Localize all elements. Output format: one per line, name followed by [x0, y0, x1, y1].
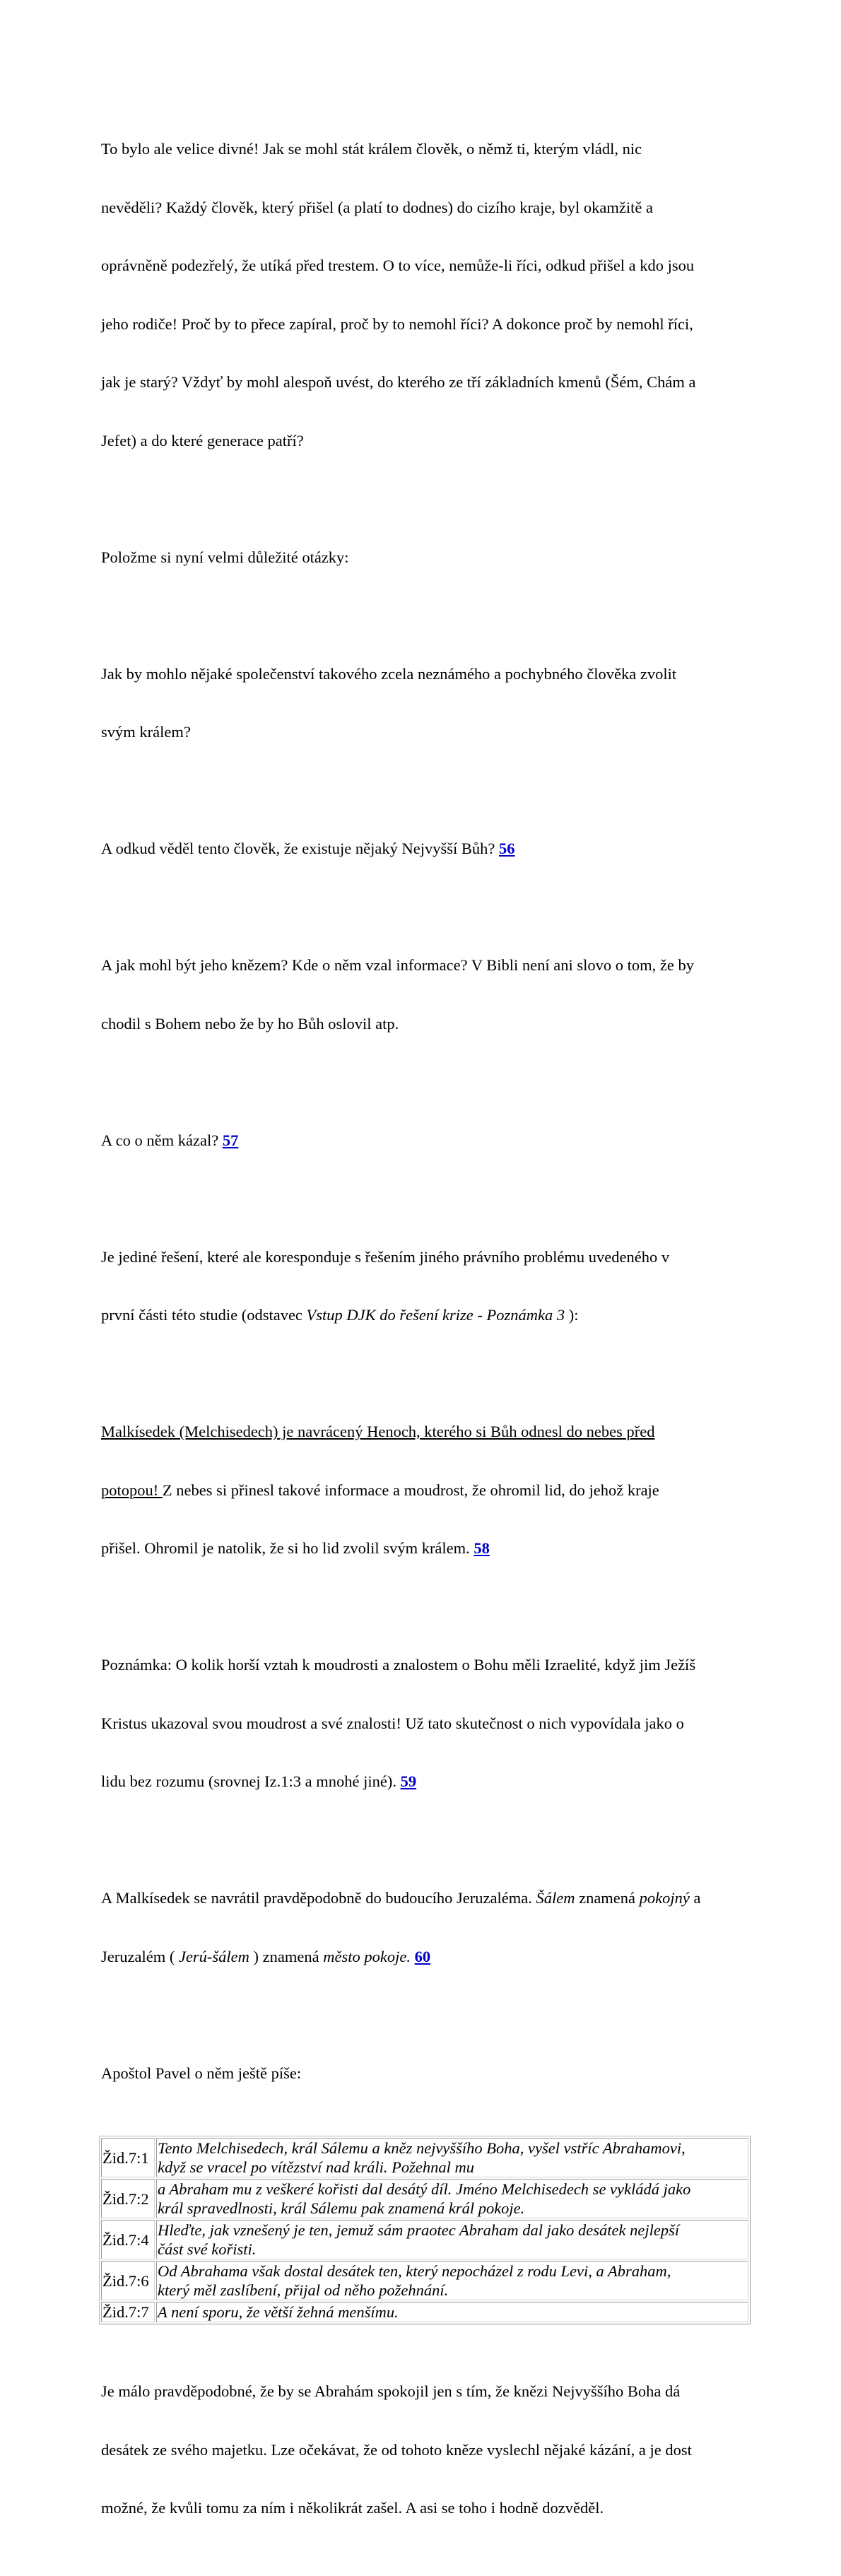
text-segment: Jeruzalém (: [101, 1947, 179, 1965]
text-line: Je málo pravděpodobné, že by se Abrahám spokojil jen s tím, že knězi Nejvyššího Boha dá: [101, 2382, 681, 2400]
text-segment: ) znamená: [249, 1947, 324, 1965]
text-line: [101, 1131, 751, 1151]
text-segment: první části této studie (odstavec: [101, 1306, 307, 1324]
paragraph-pavel-intro: [101, 2025, 751, 2122]
paragraph-question-4: [101, 1092, 751, 1189]
underlined-statement: potopou!: [101, 1481, 163, 1499]
text-line: jak je starý? Vždyť by mohl alespoň uvést, do kterého ze tří základních kmenů (Šém, Chám a: [101, 373, 696, 391]
text-segment: A Malkísedek se navrátil pravděpodobně do budoucího Jeruzaléma.: [101, 1889, 536, 1907]
text-line: Je jediné řešení, které ale koresponduje s řešením jiného právního problému uvedeného v: [101, 1247, 670, 1266]
verse-text: [156, 2302, 748, 2322]
term-mesto-pokoje: město pokoje.: [323, 1947, 411, 1965]
text-line: chodil s Bohem nebo že by ho Bůh oslovil atp.: [101, 1014, 399, 1033]
text-segment: Z nebes si přinesl takové informace a moudrost, že ohromil lid, do jehož kraje: [162, 1481, 659, 1499]
verse-line: když se vracel po vítězství nad králi. Požehnal mu: [158, 2158, 475, 2176]
verse-line: část své kořisti.: [158, 2240, 257, 2258]
verse-reference: Žid.7:6: [101, 2261, 155, 2300]
section-reference: Vstup DJK do řešení krize - Poznámka 3: [306, 1306, 565, 1324]
footnote-link-59[interactable]: 59: [400, 1772, 417, 1790]
text-line: [101, 1422, 751, 1442]
text-segment: přišel. Ohromil je natolik, že si ho lid zvolil svým králem.: [101, 1539, 474, 1557]
text-line: oprávněně podezřelý, že utíká před trestem. O to více, nemůže-li říci, odkud přišel a kdo jsou: [101, 257, 695, 274]
paragraph-questions-intro: [101, 509, 751, 606]
underlined-statement: Malkísedek (Melchisedech) je navrácený Henoch, kterého si Bůh odnesl do nebes před: [101, 1423, 655, 1440]
footnote-link-60[interactable]: 60: [414, 1947, 431, 1965]
verse-text: [156, 2261, 748, 2300]
term-jeru-salem: Jerú-šálem: [178, 1947, 249, 1965]
text-line: jeho rodiče! Proč by to přece zapíral, proč by to nemohl říci? A dokonce proč by nemohl říci,: [101, 314, 693, 333]
verse-line: který měl zaslíbení, přijal od něho požehnání.: [158, 2281, 449, 2299]
table-row: [101, 2302, 748, 2322]
text-line: desátek ze svého majetku. Lze očekávat, že od tohoto kněze vyslechl nějaké kázání, a je dost: [101, 2440, 692, 2459]
text-line: Kristus ukazoval svou moudrost a své znalosti! Už tato skutečnost o nich vypovídala jako o: [101, 1714, 684, 1732]
text-segment: a: [689, 1889, 701, 1907]
verse-reference: Žid.7:7: [101, 2302, 155, 2322]
text-line: [101, 1539, 751, 1558]
footnote-link-57[interactable]: 57: [222, 1131, 239, 1149]
verse-text: [156, 2138, 748, 2177]
verse-line: Hleďte, jak vznešený je ten, jemuž sám praotec Abraham dal jako desátek nejlepší: [158, 2221, 680, 2239]
verse-reference: Žid.7:1: [101, 2138, 155, 2177]
text-line: [101, 1888, 751, 1908]
verse-line: Od Abrahama však dostal desátek ten, který nepocházel z rodu Levi, a Abraham,: [158, 2262, 671, 2280]
footnote-link-58[interactable]: 58: [474, 1539, 490, 1557]
text-line: To bylo ale velice divné! Jak se mohl stát králem člověk, o němž ti, kterým vládl, nic: [101, 140, 642, 158]
verse-text: [156, 2220, 748, 2259]
text-line: Položme si nyní velmi důležité otázky:: [101, 548, 349, 566]
text-line: Jak by mohlo nějaké společenství takového zcela neznámého a pochybného člověka zvolit: [101, 664, 677, 683]
paragraph-conclusion: [101, 2343, 751, 2557]
paragraph-question-1: [101, 625, 751, 781]
verse-reference: Žid.7:4: [101, 2220, 155, 2259]
verse-line: král spravedlnosti, král Sálemu pak znamená král pokoje.: [158, 2199, 525, 2217]
term-salem: Šálem: [536, 1889, 575, 1907]
verse-reference: Žid.7:2: [101, 2179, 155, 2218]
bible-verses-table: [99, 2136, 751, 2324]
text-line: A jak mohl být jeho knězem? Kde o něm vzal informace? V Bibli není ani slovo o tom, že by: [101, 956, 694, 974]
text-segment: znamená: [575, 1889, 640, 1907]
text-line: nevěděli? Každý člověk, který přišel (a platí to dodnes) do cizího kraje, byl okamžitě a: [101, 198, 653, 216]
verse-line: a Abraham mu z veškeré kořisti dal desátý díl. Jméno Melchisedech se vykládá jako: [158, 2180, 691, 2198]
paragraph-jerusalem: [101, 1849, 751, 2005]
paragraph-note: [101, 1616, 751, 1830]
text-line: [101, 839, 751, 859]
table-row: [101, 2138, 748, 2177]
verse-line: A není sporu, že větší žehná menšímu.: [158, 2303, 399, 2321]
text-line: svým králem?: [101, 723, 191, 741]
text-line: Apoštol Pavel o něm ještě píše:: [101, 2064, 302, 2082]
text-line: [101, 1947, 751, 1967]
question-text: A co o něm kázal?: [101, 1131, 223, 1149]
paragraph-melchisedech: [101, 1383, 751, 1597]
question-text: A odkud věděl tento člověk, že existuje nějaký Nejvyšší Bůh?: [101, 840, 499, 857]
text-line: možné, že kvůli tomu za ním i několikrát zašel. A asi se toho i hodně dozvěděl.: [101, 2499, 604, 2517]
table-row: [101, 2261, 748, 2300]
text-line: [101, 1481, 751, 1500]
paragraph-question-2: [101, 800, 751, 898]
paragraph-solution: [101, 1208, 751, 1364]
paragraph-intro: [101, 100, 751, 489]
text-line: Poznámka: O kolik horší vztah k moudrosti a znalostem o Bohu měli Izraelité, když jim Ježíš: [101, 1656, 696, 1674]
term-pokojny: pokojný: [639, 1889, 690, 1907]
table-row: [101, 2220, 748, 2259]
verse-line: Tento Melchisedech, král Sálemu a kněz nejvyššího Boha, vyšel vstříc Abrahamovi,: [158, 2139, 686, 2157]
text-segment: lidu bez rozumu (srovnej Iz.1:3 a mnohé jiné).: [101, 1772, 401, 1790]
document-page: [101, 100, 751, 2576]
paragraph-question-3: [101, 917, 751, 1072]
text-line: [101, 1772, 751, 1792]
text-segment: ):: [565, 1306, 579, 1324]
text-line: [101, 1305, 751, 1325]
text-line: Jefet) a do které generace patří?: [101, 431, 304, 449]
table-row: [101, 2179, 748, 2218]
verse-text: [156, 2179, 748, 2218]
footnote-link-56[interactable]: 56: [499, 840, 515, 857]
